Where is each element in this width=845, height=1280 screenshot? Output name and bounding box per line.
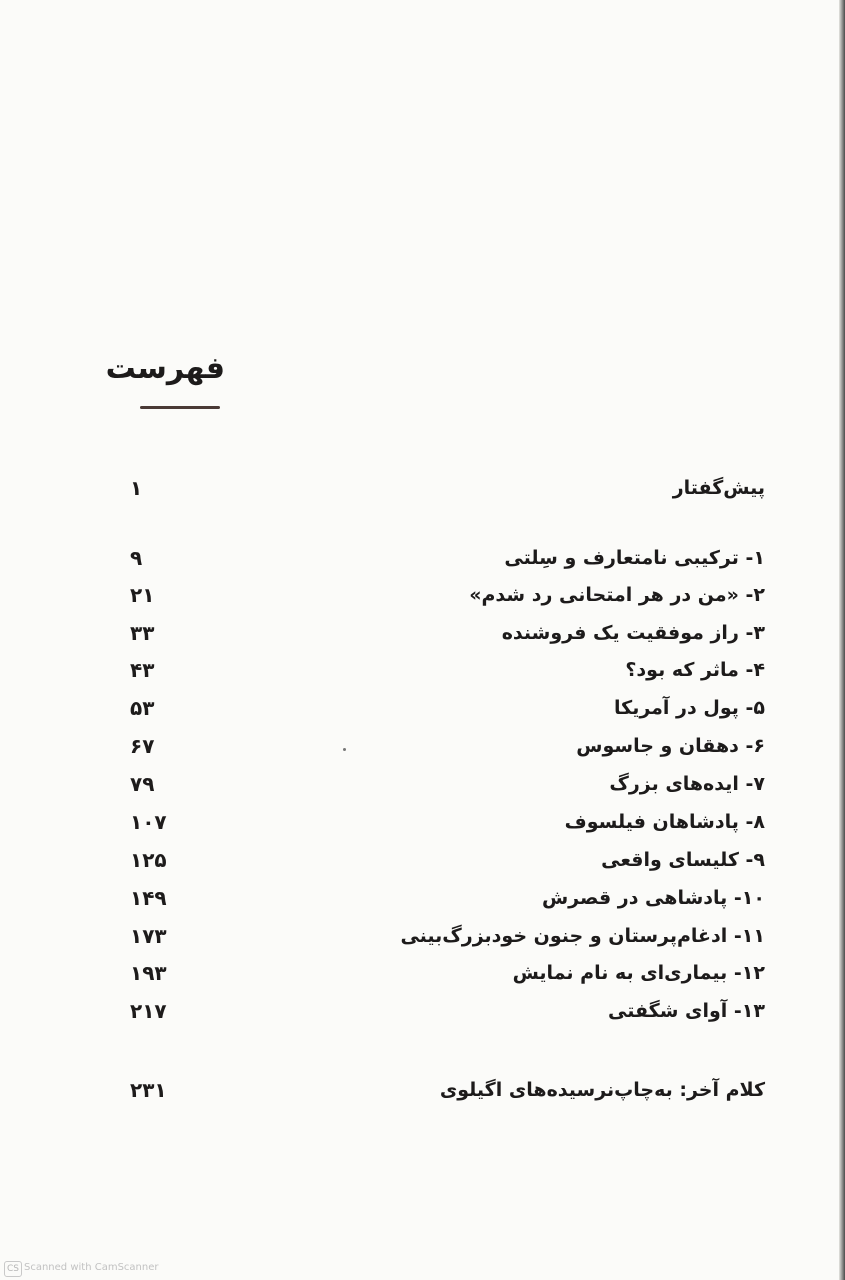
heading-underline	[140, 406, 220, 409]
toc-entry	[130, 804, 765, 840]
toc-entry-title: ۵- پول در آمریکا	[614, 697, 765, 719]
toc-entry-title: کلام آخر: به‌چاپ‌نرسیده‌های اگیلوی	[439, 1079, 765, 1101]
toc-entry-title: ۱- ترکیبی نامتعارف و سِلتی	[504, 547, 765, 569]
toc-entry	[130, 652, 765, 688]
toc-entry-title: ۸- پادشاهان فیلسوف	[564, 811, 765, 833]
toc-entry-page: ۴۳	[130, 658, 155, 682]
toc-entry-title: ۱۲- بیماری‌ای به نام نمایش	[512, 962, 765, 984]
toc-entry-title: پیش‌گفتار	[672, 477, 765, 499]
toc-entry-page: ۷۹	[130, 772, 155, 796]
toc-entry-page: ۱۷۳	[130, 924, 167, 948]
watermark-text: Scanned with CamScanner	[24, 1262, 159, 1273]
toc-entry-page: ۲۳۱	[130, 1078, 167, 1102]
toc-entry-page: ۱۰۷	[130, 810, 167, 834]
toc-entry-title: ۳- راز موفقیت یک فروشنده	[501, 622, 765, 644]
toc-entry-title: ۴- ماثر که بود؟	[625, 659, 765, 681]
toc-heading: فهرست	[105, 351, 225, 386]
toc-entry-title: ۱۳- آوای شگفتی	[608, 1000, 765, 1022]
toc-entry-title: ۷- ایده‌های بزرگ	[609, 773, 765, 795]
toc-entry	[130, 540, 765, 576]
toc-entry-page: ۹	[130, 546, 143, 570]
toc-entry-page: ۲۱	[130, 583, 155, 607]
toc-entry-title: ۲- «من در هر امتحانی رد شدم»	[469, 584, 765, 606]
toc-entry-page: ۵۳	[130, 696, 155, 720]
paper-speck	[343, 748, 346, 751]
toc-entry	[130, 615, 765, 651]
page-edge-shadow	[839, 0, 845, 1280]
toc-entry-title: ۶- دهقان و جاسوس	[576, 735, 765, 757]
toc-entry	[130, 577, 765, 613]
toc-entry-title: ۹- کلیسای واقعی	[601, 849, 765, 871]
toc-entry-preface	[130, 470, 765, 506]
toc-entry	[130, 918, 765, 954]
toc-entry-page: ۱۲۵	[130, 848, 167, 872]
toc-entry	[130, 955, 765, 991]
toc-entry	[130, 842, 765, 878]
toc-entry	[130, 766, 765, 802]
toc-entry-page: ۱۹۳	[130, 961, 167, 985]
toc-entry	[130, 728, 765, 764]
toc-entry-title: ۱۱- ادغام‌پرستان و جنون خودبزرگ‌بینی	[400, 925, 765, 947]
toc-entry-title: ۱۰- پادشاهی در قصرش	[541, 887, 765, 909]
toc-entry-page: ۱۴۹	[130, 886, 167, 910]
toc-entry	[130, 690, 765, 726]
toc-entry	[130, 993, 765, 1029]
scanner-watermark	[0, 1258, 845, 1280]
toc-entry-page: ۱	[130, 476, 143, 500]
toc-entry-page: ۲۱۷	[130, 999, 167, 1023]
toc-entry	[130, 880, 765, 916]
toc-entry-page: ۳۳	[130, 621, 155, 645]
toc-entry-page: ۶۷	[130, 734, 155, 758]
toc-entry-epilogue	[130, 1072, 765, 1108]
camscanner-logo-icon: CS	[4, 1261, 22, 1277]
